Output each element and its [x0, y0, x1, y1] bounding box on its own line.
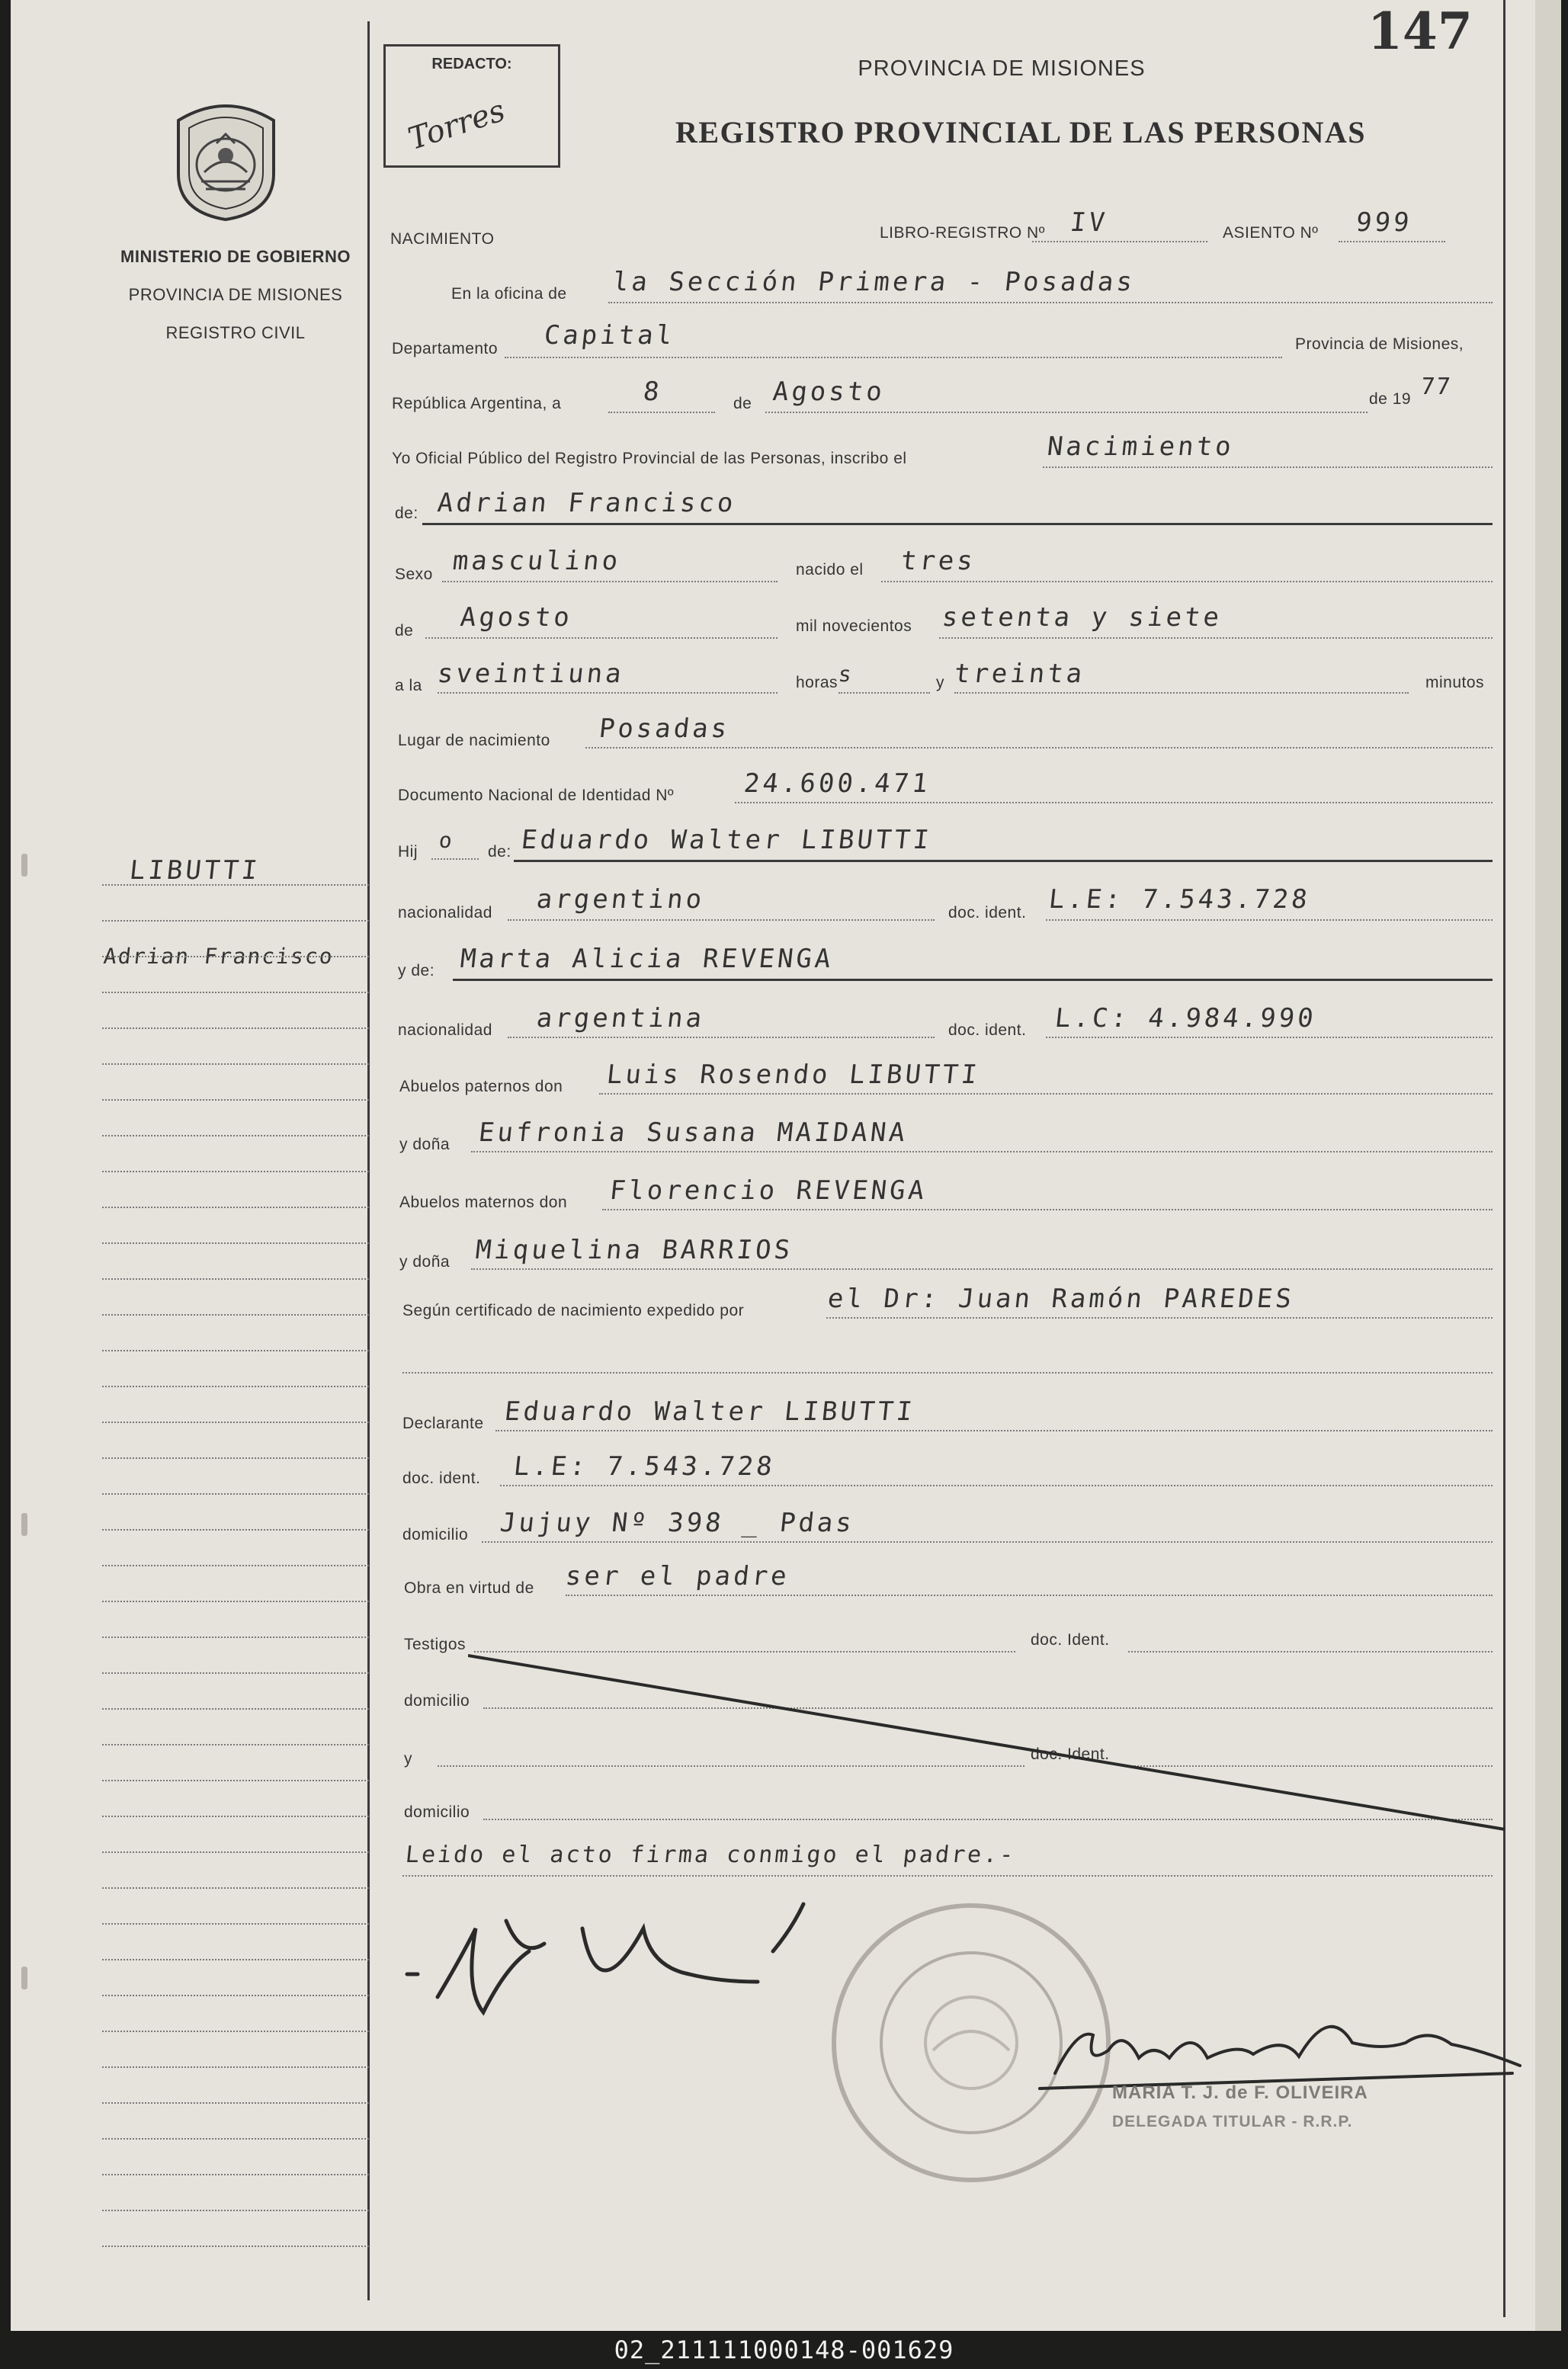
mes-value: Agosto: [458, 602, 574, 633]
oficina-line: [608, 302, 1493, 303]
inscribo-value: Nacimiento: [1045, 431, 1236, 462]
margin-rule: [102, 1063, 369, 1065]
document-sheet: [11, 0, 1553, 2331]
day-line: [608, 412, 715, 413]
margin-rule: [102, 1457, 369, 1459]
hijo-line: [431, 858, 479, 860]
sexo-line: [442, 581, 778, 582]
margin-rule: [102, 1995, 369, 1996]
margin-rule: [102, 1601, 369, 1602]
margin-rule: [102, 956, 369, 957]
footer-bar: [0, 2331, 1568, 2369]
margin-rule: [102, 1744, 369, 1745]
redacto-box: [383, 44, 560, 168]
nombre-value: Adrian Francisco: [435, 488, 738, 518]
padre-nac-line: [508, 919, 935, 921]
domicilio-value: Jujuy Nº 398 _ Pdas: [498, 1508, 857, 1538]
registry-title: REGISTRO PROVINCIAL DE LAS PERSONAS: [675, 115, 1366, 149]
declarant-signature: [392, 1898, 849, 2028]
hora-value: sveintiuna: [435, 659, 626, 689]
margin-rule: [102, 920, 369, 922]
margin-rule: [102, 1851, 369, 1853]
margin-rule: [102, 2066, 369, 2068]
madre-nacionalidad-label: nacionalidad: [398, 1021, 492, 1039]
de-nombre-label: de:: [395, 505, 418, 522]
margin-rule: [102, 1565, 369, 1566]
abuelo-pat-line: [599, 1093, 1493, 1095]
sexo-value: masculino: [451, 546, 623, 576]
abuelo-paterno-value: Luis Rosendo LIBUTTI: [604, 1059, 982, 1090]
mes-line: [425, 637, 778, 639]
testigos-doc2-label: doc. Ident.: [1031, 1745, 1110, 1763]
margin-rule: [102, 1887, 369, 1889]
margin-rule: [102, 2031, 369, 2032]
asiento-line: [1339, 241, 1445, 242]
testigos-domicilio-label: domicilio: [404, 1692, 470, 1710]
abuela-materna-value: Miquelina BARRIOS: [473, 1235, 795, 1265]
punch-hole: [21, 854, 27, 877]
nacido-value: tres: [899, 546, 977, 576]
margin-rule: [102, 1278, 369, 1280]
margin-rule: [102, 2210, 369, 2211]
departamento-value: Capital: [542, 320, 677, 351]
abuelo-mat-line: [602, 1209, 1493, 1210]
official-name: MARIA T. J. de F. OLIVEIRA: [1112, 2082, 1368, 2103]
image-code: 02_211111000148-001629: [614, 2335, 954, 2364]
madre-nacionalidad-value: argentina: [534, 1003, 707, 1034]
margin-rule: [102, 1350, 369, 1351]
departamento-line: [505, 357, 1282, 358]
redacto-value: Torres: [404, 93, 510, 157]
republica-label: República Argentina, a: [392, 395, 562, 412]
libro-line: [1032, 241, 1207, 242]
minutos-label: minutos: [1425, 674, 1485, 691]
dni-label: Documento Nacional de Identidad Nº: [398, 787, 675, 804]
margin-rule: [102, 2174, 369, 2175]
nacido-line: [881, 581, 1493, 582]
abuela-paterna-value: Eufronia Susana MAIDANA: [476, 1117, 909, 1148]
left-province-label: PROVINCIA DE MISIONES: [128, 285, 343, 304]
witness-strike-line: [468, 1646, 1509, 1837]
province-crest-icon: [171, 98, 281, 223]
padre-value: Eduardo Walter LIBUTTI: [519, 825, 934, 855]
y-dona2-label: y doña: [399, 1253, 451, 1271]
abuela-mat-line: [471, 1268, 1493, 1270]
y-dona-label: y doña: [399, 1136, 451, 1153]
redacto-label: REDACTO:: [431, 56, 512, 72]
margin-given-names: Adrian Francisco: [102, 944, 335, 969]
margin-rule: [102, 884, 369, 886]
margin-rule: [102, 1422, 369, 1423]
official-signature: [1024, 1997, 1528, 2096]
year-label: de 19: [1369, 390, 1412, 408]
decl-doc-line: [500, 1485, 1493, 1486]
a-la-label: a la: [395, 677, 422, 694]
testigos-domicilio2-label: domicilio: [404, 1803, 470, 1821]
declarante-value: Eduardo Walter LIBUTTI: [502, 1396, 917, 1427]
obra-value: ser el padre: [563, 1561, 791, 1592]
margin-rule: [102, 1816, 369, 1817]
madre-value: Marta Alicia REVENGA: [458, 944, 835, 974]
ministry-label: MINISTERIO DE GOBIERNO: [120, 247, 351, 266]
abuelos-maternos-label: Abuelos maternos don: [399, 1194, 568, 1211]
provincia-suffix: Provincia de Misiones,: [1295, 335, 1464, 353]
de-padre-label: de:: [488, 843, 511, 861]
padre-doc-value: L.E: 7.543.728: [1047, 884, 1312, 915]
minutos-value: treinta: [952, 659, 1087, 689]
year-value: 77: [1419, 373, 1453, 400]
testigos-label: Testigos: [404, 1636, 467, 1653]
punch-hole: [21, 1967, 27, 1989]
oficina-label: En la oficina de: [451, 285, 567, 303]
province-title: PROVINCIA DE MISIONES: [858, 56, 1146, 81]
domicilio-label: domicilio: [402, 1526, 469, 1544]
margin-rule: [102, 2138, 369, 2140]
y2-label: y: [404, 1750, 412, 1768]
minutos-line: [954, 692, 1409, 694]
departamento-label: Departamento: [392, 340, 499, 357]
month-line: [765, 412, 1368, 413]
abuela-pat-line: [471, 1151, 1493, 1152]
margin-rule: [102, 1780, 369, 1781]
margin-rule: [102, 2246, 369, 2247]
paper-edge: [1535, 0, 1561, 2331]
certificado-value: el Dr: Juan Ramón PAREDES: [826, 1284, 1296, 1314]
certificado-line-2: [402, 1372, 1493, 1374]
madre-doc-line: [1046, 1037, 1493, 1038]
margin-rule: [102, 1708, 369, 1710]
madre-nac-line: [508, 1037, 935, 1038]
obra-line: [566, 1595, 1493, 1596]
dni-value: 24.600.471: [742, 768, 932, 799]
margin-rule: [102, 1493, 369, 1495]
madre-doc-label: doc. ident.: [948, 1021, 1027, 1039]
right-border: [1503, 0, 1505, 2317]
y-label: y: [936, 674, 944, 691]
asiento-label: ASIENTO Nº: [1223, 224, 1319, 242]
dni-line: [735, 802, 1493, 803]
decl-doc-label: doc. ident.: [402, 1470, 481, 1487]
page-number: 147: [1368, 2, 1473, 61]
registry-label: REGISTRO CIVIL: [165, 323, 306, 342]
certificado-label: Según certificado de nacimiento expedido por: [402, 1302, 745, 1319]
obra-label: Obra en virtud de: [404, 1579, 534, 1597]
horas-value: s: [837, 662, 856, 687]
margin-rule: [102, 1314, 369, 1316]
closing-text: Leido el acto firma conmigo el padre.-: [404, 1842, 1018, 1868]
margin-rule: [102, 1637, 369, 1638]
padre-line: [514, 860, 1493, 862]
lugar-value: Posadas: [597, 713, 732, 744]
padre-nacionalidad-value: argentino: [534, 884, 707, 915]
margin-rule: [102, 1672, 369, 1674]
lugar-label: Lugar de nacimiento: [398, 732, 550, 749]
libro-label: LIBRO-REGISTRO Nº: [880, 224, 1045, 242]
nombre-line: [422, 523, 1493, 525]
abuelos-paternos-label: Abuelos paternos don: [399, 1078, 563, 1095]
hijo-label: Hij: [398, 843, 418, 861]
margin-surname: LIBUTTI: [127, 855, 262, 886]
padre-doc-line: [1046, 919, 1493, 921]
anio-line: [939, 637, 1493, 639]
margin-rule: [102, 1959, 369, 1960]
margin-rule: [102, 1099, 369, 1101]
padre-doc-label: doc. ident.: [948, 904, 1027, 922]
punch-hole: [21, 1513, 27, 1536]
asiento-value: 999: [1354, 207, 1414, 238]
anio-value: setenta y siete: [940, 602, 1224, 633]
declarante-line: [495, 1430, 1493, 1431]
padre-nacionalidad-label: nacionalidad: [398, 904, 492, 922]
hijo-value: o: [438, 828, 457, 853]
margin-rule: [102, 1529, 369, 1531]
horas-label: horas: [796, 674, 839, 691]
libro-value: IV: [1068, 207, 1110, 238]
official-title: DELEGADA TITULAR - R.R.P.: [1112, 2113, 1353, 2130]
act-type: NACIMIENTO: [390, 230, 495, 248]
inscribo-label: Yo Oficial Público del Registro Provincial de las Personas, inscribo el: [392, 450, 907, 467]
abuelo-materno-value: Florencio REVENGA: [608, 1175, 929, 1206]
madre-line: [453, 979, 1493, 981]
nacido-label: nacido el: [796, 561, 864, 579]
horas-line: [839, 692, 930, 694]
certificado-line: [826, 1317, 1493, 1319]
closing-line: [402, 1875, 1493, 1877]
margin-rule: [102, 992, 369, 993]
mil-label: mil novecientos: [796, 617, 912, 635]
hora-line: [438, 692, 778, 694]
margin-rule: [102, 2102, 369, 2104]
margin-rule: [102, 1923, 369, 1925]
declarante-label: Declarante: [402, 1415, 484, 1432]
madre-doc-value: L.C: 4.984.990: [1053, 1003, 1318, 1034]
month-value: Agosto: [771, 377, 887, 407]
domicilio-line: [482, 1541, 1493, 1543]
margin-rule: [102, 1386, 369, 1387]
margin-rule: [102, 1171, 369, 1172]
margin-rule: [102, 1027, 369, 1029]
de-label: de: [733, 395, 752, 412]
oficina-value: la Sección Primera - Posadas: [611, 267, 1137, 297]
inscribo-line: [1043, 466, 1493, 468]
day-value: 8: [641, 377, 664, 407]
margin-rule: [102, 1135, 369, 1136]
testigos-doc-label: doc. Ident.: [1031, 1631, 1110, 1649]
decl-doc-value: L.E: 7.543.728: [511, 1451, 777, 1482]
margin-rule: [102, 1242, 369, 1244]
sexo-label: Sexo: [395, 566, 433, 583]
y-de-label: y de:: [398, 962, 435, 979]
lugar-line: [585, 747, 1493, 749]
de-mes-label: de: [395, 622, 414, 640]
margin-rule: [102, 1207, 369, 1208]
